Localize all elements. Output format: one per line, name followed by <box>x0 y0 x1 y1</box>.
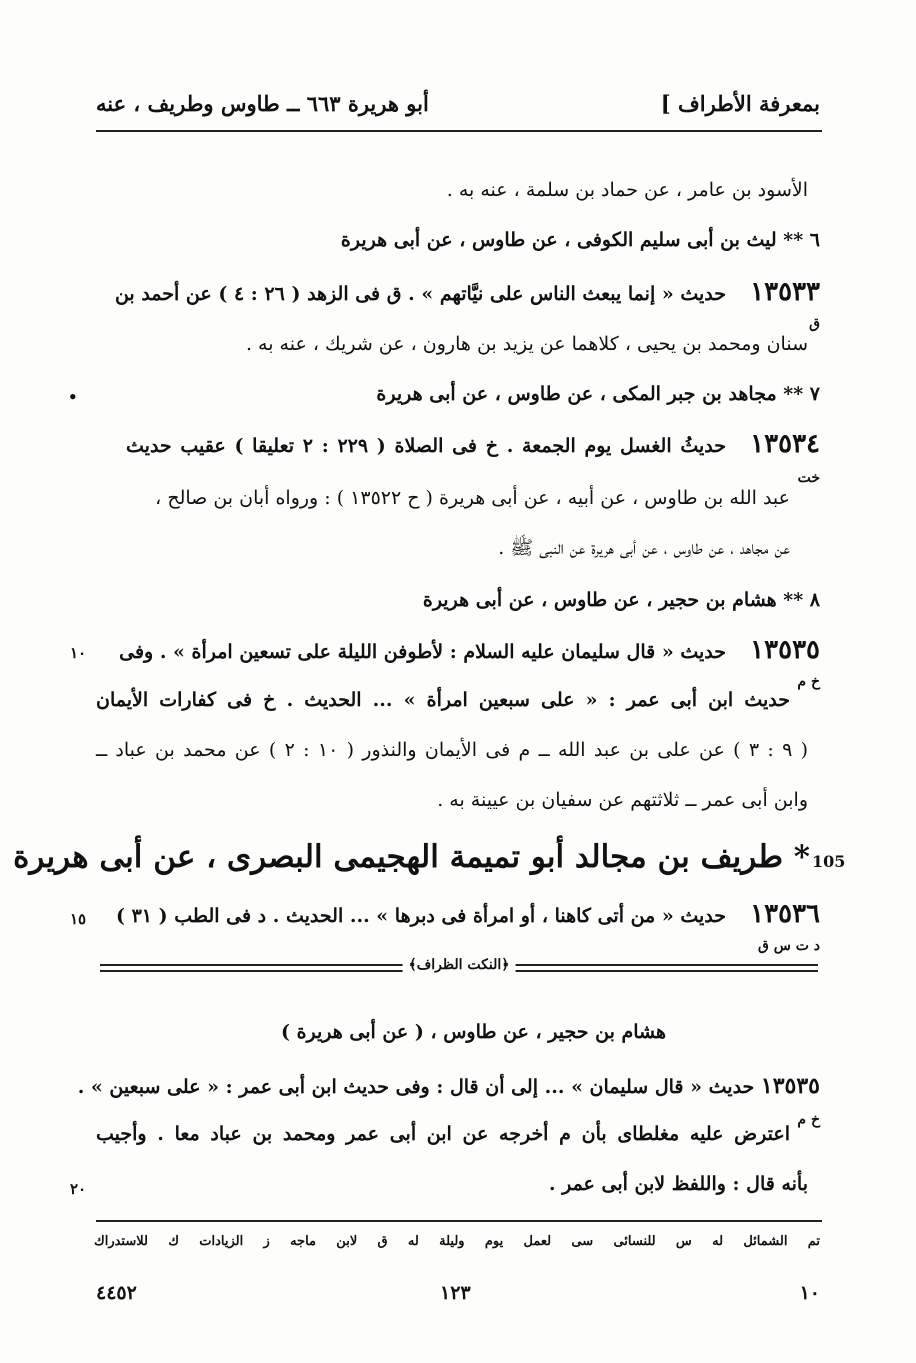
hadith-number: ١٣٥٣٣ <box>750 277 820 307</box>
source-siglum: ق <box>809 316 820 332</box>
text-line: اعترض عليه مغلطاى بأن م أخرجه عن ابن أبى عمر ومحمد بن عباد معا . وأجيب <box>96 1123 790 1145</box>
footer-rule <box>96 1220 822 1222</box>
text-line: الأسود بن عامر ، عن حماد بن سلمة ، عنه به . <box>446 179 808 201</box>
hadith-text: حديث « من أتى كاهنا ، أو امرأة فى دبرها » ... الحديث . د فى الطب ( ٣١ ) <box>115 905 726 927</box>
page-number: ١٢٣ <box>440 1282 471 1304</box>
hadith-number: ١٣٥٣٦ <box>750 899 820 929</box>
section-heading: ٦ ** ليث بن أبى سليم الكوفى ، عن طاوس ، عن أبى هريرة <box>340 229 820 251</box>
nukat-title: هشام بن حجير ، عن طاوس ، ( عن أبى هريرة ) <box>280 1021 666 1043</box>
nukat-entry <box>78 1074 820 1099</box>
margin-dot: • <box>68 388 78 406</box>
margin-line-number: ١٠ <box>70 644 87 662</box>
text-line: ( ٩ : ٣ ) عن على بن عبد الله ــ م فى الأيمان والنذور ( ١٠ : ٢ ) عن محمد بن عباد ــ <box>96 739 809 761</box>
source-siglum: خ م <box>797 1112 820 1128</box>
hadith-text: حديث « قال سليمان » ... إلى أن قال : وفى حديث ابن أبى عمر : « على سبعين » . <box>77 1076 755 1098</box>
hadith-number: ١٣٥٣٥ <box>760 1073 820 1099</box>
abbreviation-key: تم الشمائل له س للنسائى سى لعمل يوم وليلة له ق لابن ماجه ز الزيادات ك للاستدراك <box>94 1234 820 1249</box>
footer-right-number: ١٠ <box>799 1282 820 1304</box>
hadith-text: حديثُ الغسل يوم الجمعة . خ فى الصلاة ( ٢٢٩ : ٢ تعليقا ) عقيب حديث <box>126 435 726 457</box>
text-line: سنان ومحمد بن يحيى ، كلاهما عن يزيد بن هارون ، عن شريك ، عنه به . <box>245 333 808 355</box>
tarif-entry-number: 105 <box>812 852 846 871</box>
section-heading: ٨ ** هشام بن حجير ، عن طاوس ، عن أبى هريرة <box>422 589 820 611</box>
text-line: عبد الله بن طاوس ، عن أبيه ، عن أبى هريرة ( ح ١٣٥٢٢ ) : ورواه أبان بن صالح ، <box>155 487 790 509</box>
tarif-heading: * طريف بن مجالد أبو تميمة الهجيمى البصرى ، عن أبى هريرة <box>13 839 810 875</box>
margin-line-number: ١٥ <box>70 910 87 928</box>
text-line: وابن أبى عمر ــ ثلاثتهم عن سفيان بن عيينة به . <box>437 789 808 811</box>
hadith-number: ١٣٥٣٥ <box>750 635 820 665</box>
running-header-right: بمعرفة الأطراف ] <box>660 91 820 116</box>
hadith-text: حديث « إنما يبعث الناس على نيَّاتهم » . ق فى الزهد ( ٢٦ : ٤ ) عن أحمد بن <box>114 283 726 305</box>
text-line: حديث ابن أبى عمر : « على سبعين امرأة » ... الحديث . خ فى كفارات الأيمان <box>96 689 790 711</box>
margin-line-number: ٢٠ <box>70 1180 87 1198</box>
hadith-number: ١٣٥٣٤ <box>750 429 820 459</box>
text-line: بأنه قال : واللفظ لابن أبى عمر . <box>548 1173 808 1195</box>
text-line: عن مجاهد ، عن طاوس ، عن أبى هريرة عن النبى ﷺ . <box>498 537 790 559</box>
footer-left-number: ٤٤٥٢ <box>96 1282 137 1304</box>
source-siglum: د ت س ق <box>758 938 820 954</box>
running-header-left: أبو هريرة ٦٦٣ ــ طاوس وطريف ، عنه <box>96 91 429 116</box>
hadith-text: حديث « قال سليمان عليه السلام : لأطوفن الليلة على تسعين امرأة » . وفى <box>119 641 726 663</box>
nukat-divider <box>100 956 818 982</box>
header-rule <box>96 130 822 132</box>
nukat-label: ﴿النكت الظراف﴾ <box>403 957 516 973</box>
source-siglum: خت <box>797 470 820 486</box>
section-heading: ٧ ** مجاهد بن جبر المكى ، عن طاوس ، عن أبى هريرة <box>376 383 820 405</box>
source-siglum: خ م <box>797 674 820 690</box>
